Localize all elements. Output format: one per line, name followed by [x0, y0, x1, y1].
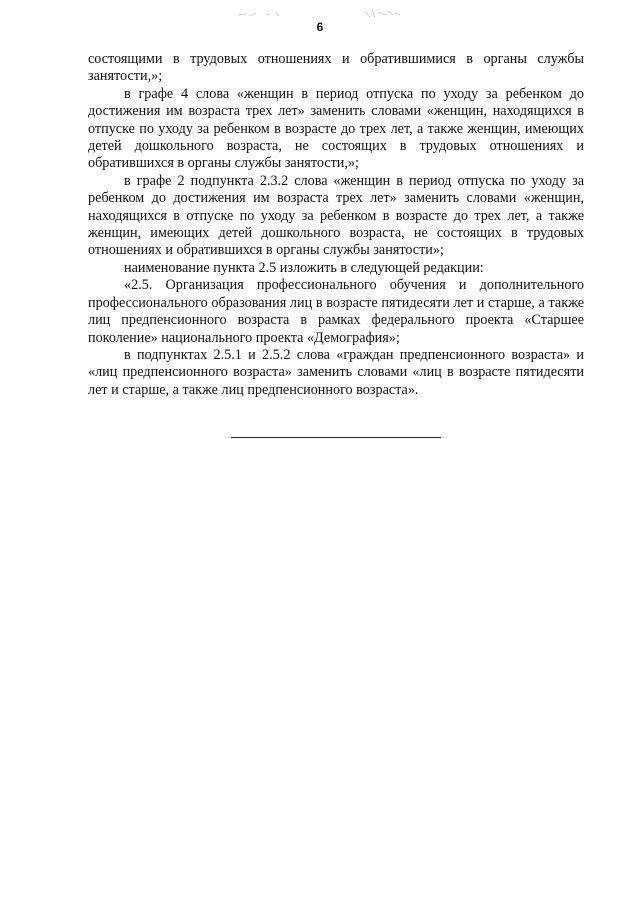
- paragraph-point-2-5-text: «2.5. Организация профессионального обучения и дополнительного профессионального образования лиц в возрасте пятидесяти лет и старше, а также лиц предпенсионного возраста в рамках федерального проекта «Старшее поколение» национального проекта «Демография»;: [88, 277, 584, 346]
- paragraph-column-4-amendment: в графе 4 слова «женщин в период отпуска по уходу за ребенком до достижения им возраста трех лет» заменить словами «женщин, находящихся в отпуске по уходу за ребенком в возрасте до трех лет, а также женщин, имеющих детей дошкольного возраста, не состоящих в трудовых отношениях и обратившихся в органы службы занятости,»;: [88, 85, 584, 172]
- closing-separator-line: [231, 437, 441, 438]
- page-number: 6: [316, 20, 324, 34]
- document-body: [88, 51, 584, 399]
- paragraph-subpoints-2-5-1-2-5-2-amendment: в подпунктах 2.5.1 и 2.5.2 слова «граждан предпенсионного возраста» и «лиц предпенсионного возраста» заменить словами «лиц в возрасте пятидесяти лет и старше, а также лиц предпенсионного возраста».: [88, 346, 584, 398]
- paragraph-point-2-5-heading: наименование пункта 2.5 изложить в следующей редакции:: [124, 259, 484, 276]
- paragraph-subpoint-2-3-2-amendment: в графе 2 подпункта 2.3.2 слова «женщин в период отпуска по уходу за ребенком до достижения им возраста трех лет» заменить словами «женщин, находящихся в отпуске по уходу за ребенком в возрасте до трех лет, а также женщин, имеющих детей дошкольного возраста, не состоящих в трудовых отношениях и обратившихся в органы службы занятости»;: [88, 172, 584, 259]
- paragraph-continuation: состоящими в трудовых отношениях и обратившимися в органы службы занятости,»;: [88, 51, 584, 85]
